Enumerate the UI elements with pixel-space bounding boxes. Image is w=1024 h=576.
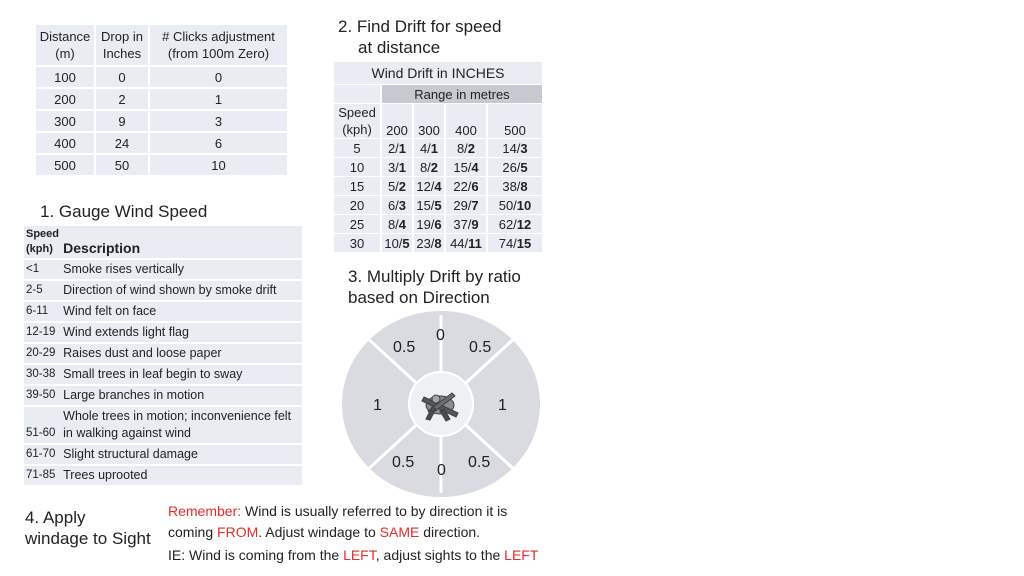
cell-distance: 500 xyxy=(36,155,94,175)
drift-clicks: 3 xyxy=(398,197,407,213)
note-left: LEFT xyxy=(343,547,376,563)
drift-inches: 62/ xyxy=(498,216,517,232)
wind-speed-table xyxy=(24,224,302,487)
cell-drift xyxy=(488,234,542,252)
drift-inches: 38/ xyxy=(502,178,521,194)
cell-speed: 30-38 xyxy=(24,365,61,384)
cell-drift xyxy=(446,139,486,157)
cell-clicks: 3 xyxy=(150,111,287,131)
cell-description: Large branches in motion xyxy=(61,386,302,405)
cell-speed: 6-11 xyxy=(24,302,61,321)
drift-inches: 4/ xyxy=(419,140,431,156)
cell-drift xyxy=(382,234,412,252)
note-text: direction. xyxy=(419,524,481,540)
cell-drift xyxy=(382,196,412,214)
cell-speed: 20-29 xyxy=(24,344,61,363)
drift-inches: 6/ xyxy=(387,197,399,213)
drift-clicks: 12 xyxy=(516,216,532,232)
wheel-value-bottom: 0 xyxy=(437,462,446,479)
header-range: 400 xyxy=(446,104,486,138)
drift-inches: 22/ xyxy=(453,178,472,194)
cell-speed: 30 xyxy=(334,234,380,252)
cell-drift xyxy=(382,215,412,233)
cell-drop: 0 xyxy=(96,67,148,87)
cell-description: Whole trees in motion; inconvenience felt in walking against wind xyxy=(61,407,302,443)
drift-inches: 26/ xyxy=(502,159,521,175)
cell-drop: 24 xyxy=(96,133,148,153)
direction-wheel xyxy=(340,311,540,499)
step2-heading xyxy=(338,16,501,58)
header-drop-line2: Inches xyxy=(102,46,142,61)
step1-heading: 1. Gauge Wind Speed xyxy=(40,202,208,221)
cell-drop: 50 xyxy=(96,155,148,175)
cell-speed: 20 xyxy=(334,196,380,214)
cell-speed: <1 xyxy=(24,260,61,279)
drift-clicks: 15 xyxy=(516,235,532,251)
cell-speed: 5 xyxy=(334,139,380,157)
blank-cell xyxy=(334,85,380,103)
cell-clicks: 10 xyxy=(150,155,287,175)
cell-drift xyxy=(446,177,486,195)
table-row xyxy=(24,365,302,384)
distance-drop-table xyxy=(34,23,289,177)
step3-line1: 3. Multiply Drift by ratio xyxy=(348,267,521,286)
table-row xyxy=(24,344,302,363)
drift-inches: 8/ xyxy=(387,216,399,232)
header-clicks-line2: (from 100m Zero) xyxy=(167,46,270,61)
cell-drift xyxy=(414,158,444,176)
drift-inches: 2/ xyxy=(387,140,399,156)
drift-clicks: 2 xyxy=(467,140,476,156)
drift-inches: 12/ xyxy=(416,178,435,194)
drift-clicks: 1 xyxy=(430,140,439,156)
cell-drift xyxy=(382,139,412,157)
drift-clicks: 4 xyxy=(471,159,479,175)
drift-clicks: 5 xyxy=(520,159,528,175)
header-speed-line2: (kph) xyxy=(342,122,372,137)
table-row xyxy=(24,260,302,279)
drift-inches: 50/ xyxy=(498,197,517,213)
header-speed-line1: Speed xyxy=(338,105,376,120)
table-range-row xyxy=(334,85,542,103)
drift-clicks: 2 xyxy=(430,159,439,175)
table-header-row xyxy=(334,104,542,138)
cell-drift xyxy=(488,215,542,233)
cell-drop: 2 xyxy=(96,89,148,109)
cell-drift xyxy=(488,177,542,195)
table-title-row xyxy=(334,62,542,84)
header-speed xyxy=(334,104,380,138)
cell-drift xyxy=(446,234,486,252)
header-drop xyxy=(96,25,148,65)
drift-inches: 10/ xyxy=(384,235,403,251)
note-text: IE: Wind is coming from the xyxy=(168,547,344,563)
cell-speed: 51-60 xyxy=(24,407,61,443)
cell-distance: 200 xyxy=(36,89,94,109)
step2-line2: at distance xyxy=(358,38,441,57)
note-from: FROM xyxy=(217,524,259,540)
drift-inches: 15/ xyxy=(453,159,472,175)
cell-drift xyxy=(382,177,412,195)
cell-description: Raises dust and loose paper xyxy=(61,344,302,363)
cell-speed: 2-5 xyxy=(24,281,61,300)
header-clicks-line1: # Clicks adjustment xyxy=(162,29,275,44)
cell-description: Direction of wind shown by smoke drift xyxy=(61,281,302,300)
drift-clicks: 5 xyxy=(434,197,442,213)
header-distance-line2: (m) xyxy=(55,46,75,61)
table-header-row xyxy=(36,25,287,65)
cell-speed: 12-19 xyxy=(24,323,61,342)
note-left: LEFT xyxy=(504,547,539,563)
wheel-value-bottom-right: 0.5 xyxy=(468,454,491,471)
table-row xyxy=(334,158,542,176)
note-text: coming xyxy=(168,524,218,540)
drift-inches: 8/ xyxy=(456,140,468,156)
cell-drift xyxy=(414,215,444,233)
table-row xyxy=(334,234,542,252)
cell-description: Trees uprooted xyxy=(61,466,302,485)
drift-clicks: 8 xyxy=(434,235,442,251)
cell-drift xyxy=(488,139,542,157)
cell-speed: 61-70 xyxy=(24,445,61,464)
cell-drift xyxy=(488,158,542,176)
drift-clicks: 1 xyxy=(398,140,407,156)
header-range: 300 xyxy=(414,104,444,138)
table-row xyxy=(36,111,287,131)
cell-speed: 39-50 xyxy=(24,386,61,405)
drift-inches: 74/ xyxy=(498,235,517,251)
note-line3 xyxy=(168,545,588,566)
cell-clicks: 0 xyxy=(150,67,287,87)
drift-inches: 29/ xyxy=(453,197,472,213)
cell-distance: 400 xyxy=(36,133,94,153)
wheel-value-left: 1 xyxy=(373,397,382,414)
cell-drift xyxy=(382,158,412,176)
step3-heading xyxy=(348,266,521,308)
cell-description: Slight structural damage xyxy=(61,445,302,464)
cell-drift xyxy=(488,196,542,214)
note-same: SAME xyxy=(379,524,420,540)
drift-inches: 23/ xyxy=(416,235,435,251)
note-text: . Adjust windage to xyxy=(258,524,380,540)
cell-drift xyxy=(446,196,486,214)
step4-line2: windage to Sight xyxy=(25,529,151,548)
header-clicks xyxy=(150,25,287,65)
cell-drift xyxy=(414,234,444,252)
header-distance xyxy=(36,25,94,65)
header-speed-line1: Speed xyxy=(26,228,60,240)
step3-line2: based on Direction xyxy=(348,288,490,307)
drift-inches: 19/ xyxy=(416,216,435,232)
drift-inches: 3/ xyxy=(387,159,399,175)
table-row xyxy=(36,133,287,153)
drift-clicks: 3 xyxy=(520,140,528,156)
cell-speed: 25 xyxy=(334,215,380,233)
table-row xyxy=(24,323,302,342)
drift-clicks: 2 xyxy=(398,178,407,194)
header-description: Description xyxy=(61,226,302,258)
drift-inches: 14/ xyxy=(502,140,521,156)
table-row xyxy=(36,67,287,87)
wheel-value-right: 1 xyxy=(498,397,507,414)
cell-drop: 9 xyxy=(96,111,148,131)
drift-clicks: 11 xyxy=(468,235,482,251)
cell-description: Wind felt on face xyxy=(61,302,302,321)
table-row xyxy=(36,89,287,109)
table-row xyxy=(334,177,542,195)
cell-description: Smoke rises vertically xyxy=(61,260,302,279)
table-row xyxy=(24,445,302,464)
step2-line1: 2. Find Drift for speed xyxy=(338,17,502,36)
note-line1 xyxy=(168,501,588,522)
drift-clicks: 6 xyxy=(434,216,442,232)
table-header-row xyxy=(24,226,302,258)
cell-drift xyxy=(446,215,486,233)
header-range: 200 xyxy=(382,104,412,138)
cell-clicks: 1 xyxy=(150,89,287,109)
cell-drift xyxy=(446,158,486,176)
cell-speed: 15 xyxy=(334,177,380,195)
cell-distance: 300 xyxy=(36,111,94,131)
step4-heading xyxy=(25,507,151,549)
wind-drift-table xyxy=(332,61,544,253)
note-remember: Remember: xyxy=(168,503,242,519)
wheel-value-top-left: 0.5 xyxy=(393,339,416,356)
cell-drift xyxy=(414,139,444,157)
drift-clicks: 6 xyxy=(471,178,479,194)
drift-inches: 15/ xyxy=(416,197,435,213)
table-row xyxy=(24,386,302,405)
header-drop-line1: Drop in xyxy=(101,29,143,44)
drift-inches: 8/ xyxy=(419,159,431,175)
header-speed xyxy=(24,226,61,258)
wheel-value-top-right: 0.5 xyxy=(469,339,492,356)
drift-clicks: 4 xyxy=(398,216,407,232)
cell-drift xyxy=(414,196,444,214)
note-text: , adjust sights to the xyxy=(375,547,505,563)
wheel-value-top: 0 xyxy=(436,327,445,344)
remember-note xyxy=(168,501,588,566)
table-row xyxy=(24,466,302,485)
table-row xyxy=(36,155,287,175)
table-row xyxy=(334,139,542,157)
drift-clicks: 5 xyxy=(402,235,410,251)
cell-description: Small trees in leaf begin to sway xyxy=(61,365,302,384)
table-row xyxy=(24,407,302,443)
header-range: 500 xyxy=(488,104,542,138)
table-row xyxy=(334,196,542,214)
cell-clicks: 6 xyxy=(150,133,287,153)
drift-table-body xyxy=(334,139,542,252)
step4-line1: 4. Apply xyxy=(25,508,86,527)
cell-description: Wind extends light flag xyxy=(61,323,302,342)
note-line1-text: Wind is usually referred to by direction it is xyxy=(241,503,508,519)
range-label: Range in metres xyxy=(382,85,542,103)
table-row xyxy=(24,281,302,300)
wheel-value-bottom-left: 0.5 xyxy=(392,454,415,471)
drift-clicks: 10 xyxy=(516,197,532,213)
drift-clicks: 9 xyxy=(471,216,479,232)
drift-inches: 37/ xyxy=(453,216,472,232)
cell-speed: 10 xyxy=(334,158,380,176)
drift-clicks: 1 xyxy=(398,159,407,175)
table-row xyxy=(334,215,542,233)
drift-table-title: Wind Drift in INCHES xyxy=(334,62,542,84)
drift-clicks: 7 xyxy=(471,197,479,213)
table-row xyxy=(24,302,302,321)
drift-inches: 5/ xyxy=(387,178,399,194)
header-speed-line2: (kph) xyxy=(26,243,53,255)
drift-clicks: 8 xyxy=(520,178,528,194)
cell-speed: 71-85 xyxy=(24,466,61,485)
cell-distance: 100 xyxy=(36,67,94,87)
drift-inches: 44/ xyxy=(450,235,469,251)
note-line2 xyxy=(168,522,588,543)
header-distance-line1: Distance xyxy=(39,29,91,44)
drift-clicks: 4 xyxy=(434,178,442,194)
cell-drift xyxy=(414,177,444,195)
